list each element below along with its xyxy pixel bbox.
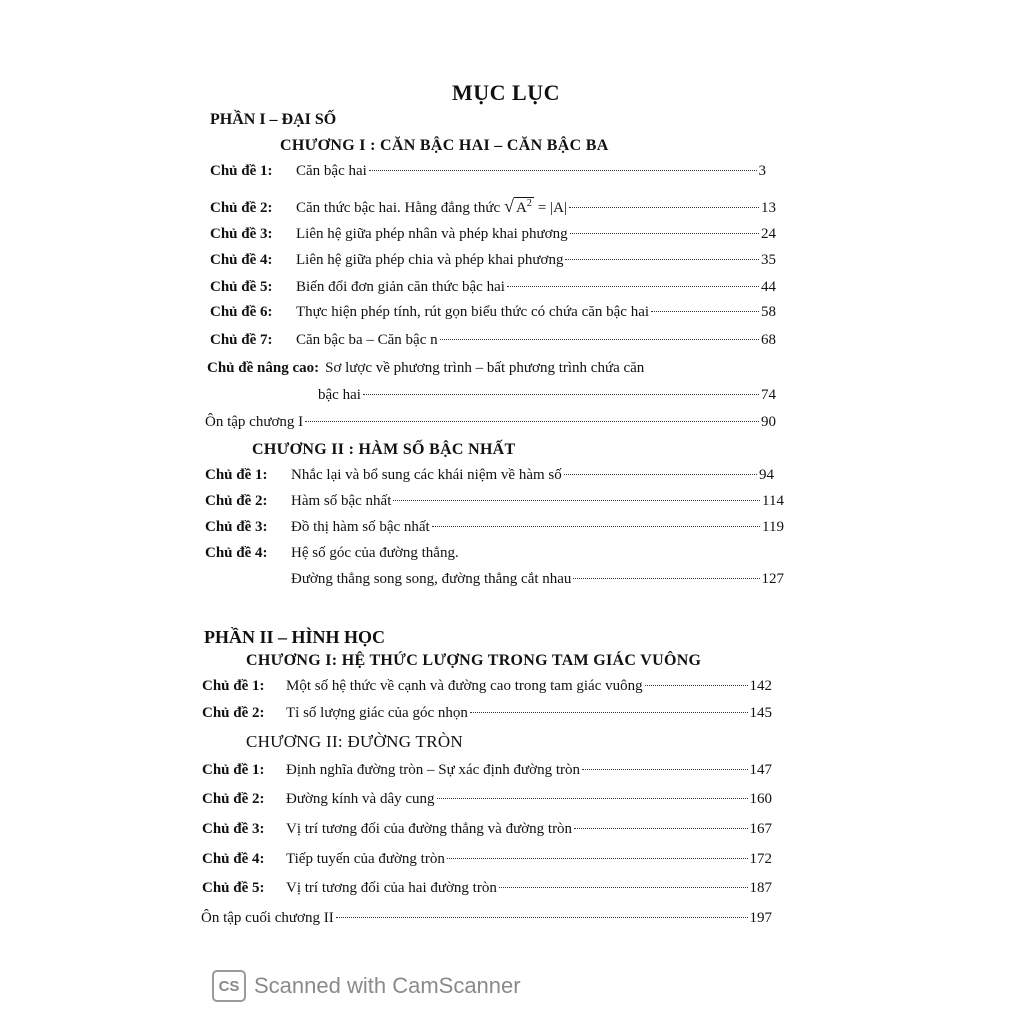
entry-label: Chủ đề 7:	[210, 332, 273, 348]
entry-page: 127	[761, 571, 784, 587]
toc-entry	[210, 304, 776, 326]
toc-entry	[202, 821, 772, 843]
leader-dots	[470, 712, 748, 713]
entry-title: Định nghĩa đường tròn – Sự xác định đường tròn	[286, 762, 580, 778]
entry-title: Căn bậc ba – Căn bậc n	[296, 332, 438, 348]
entry-title: Một số hệ thức về cạnh và đường cao trong tam giác vuông	[286, 678, 643, 694]
formula-power: 2	[526, 198, 532, 209]
watermark-text: Scanned with CamScanner	[254, 973, 521, 998]
toc-entry-continuation	[318, 387, 776, 409]
part2-chapter2-heading: CHƯƠNG II: ĐƯỜNG TRÒN	[246, 732, 463, 751]
entry-title: Vị trí tương đối của đường thẳng và đường tròn	[286, 821, 573, 837]
entry-label: Chủ đề 3:	[205, 519, 268, 535]
entry-label: Chủ đề 3:	[202, 821, 265, 837]
entry-page: 44	[761, 279, 776, 295]
leader-dots	[499, 887, 748, 888]
toc-entry	[210, 252, 776, 274]
toc-entry-advanced	[207, 360, 644, 382]
part1-chapter1-heading: CHƯƠNG I : CĂN BẬC HAI – CĂN BẬC BA	[280, 137, 609, 154]
sqrt-formula: √ $A^2$	[504, 196, 532, 216]
entry-label: Chủ đề 5:	[202, 880, 265, 896]
leader-dots	[569, 207, 759, 208]
entry-title: Sơ lược về phương trình – bất phương trình chứa căn	[325, 360, 645, 376]
leader-dots	[432, 526, 760, 527]
leader-dots	[573, 578, 759, 579]
toc-entry	[201, 910, 772, 932]
leader-dots	[369, 170, 757, 171]
entry-title: Ôn tập cuối chương II	[201, 910, 334, 926]
toc-entry	[202, 851, 772, 873]
toc-entry	[202, 791, 772, 813]
entry-page: 187	[749, 880, 772, 896]
entry-label: Chủ đề 1:	[202, 678, 265, 694]
entry-label: Chủ đề 1:	[210, 163, 273, 179]
camscanner-watermark	[212, 970, 521, 1002]
page-title: MỤC LỤC	[452, 80, 560, 105]
entry-title: Nhắc lại và bổ sung các khái niệm về hàm số	[291, 467, 562, 483]
entry-page: 3	[758, 163, 766, 179]
entry-page: 119	[762, 519, 784, 535]
entry-page: 167	[749, 821, 772, 837]
toc-entry	[205, 545, 459, 567]
entry-title: bậc hai	[318, 387, 361, 403]
toc-entry	[210, 197, 776, 219]
entry-title: Đường thẳng song song, đường thẳng cắt nhau	[291, 571, 572, 587]
entry-title: Biến đổi đơn giản căn thức bậc hai	[296, 279, 505, 295]
toc-entry	[205, 493, 784, 515]
toc-entry	[202, 678, 772, 700]
leader-dots	[393, 500, 760, 501]
entry-label: Chủ đề 4:	[210, 252, 273, 268]
entry-title: Tiếp tuyến của đường tròn	[286, 851, 445, 867]
entry-title: Liên hệ giữa phép nhân và phép khai phương	[296, 226, 568, 242]
leader-dots	[363, 394, 759, 395]
entry-label: Chủ đề 1:	[205, 467, 268, 483]
leader-dots	[645, 685, 748, 686]
leader-dots	[570, 233, 759, 234]
leader-dots	[305, 421, 759, 422]
leader-dots	[447, 858, 748, 859]
formula-rhs: = |A|	[537, 200, 567, 216]
entry-page: 197	[749, 910, 772, 926]
toc-entry	[205, 519, 784, 541]
entry-label: Chủ đề 1:	[202, 762, 265, 778]
formula-radicand: A	[516, 200, 527, 216]
entry-title: Thực hiện phép tính, rút gọn biểu thức có chứa căn bậc hai	[296, 304, 650, 320]
entry-page: 35	[761, 252, 776, 268]
leader-dots	[564, 474, 757, 475]
entry-label: Chủ đề 6:	[210, 304, 273, 320]
leader-dots	[651, 311, 759, 312]
entry-page: 68	[761, 332, 776, 348]
entry-label: Chủ đề 2:	[202, 705, 265, 721]
entry-label: Chủ đề 4:	[202, 851, 265, 867]
leader-dots	[565, 259, 759, 260]
entry-page: 160	[749, 791, 772, 807]
entry-page: 13	[761, 200, 776, 216]
leader-dots	[574, 828, 747, 829]
part1-heading: PHẦN I – ĐẠI SỐ	[210, 111, 337, 128]
entry-page: 172	[749, 851, 772, 867]
entry-title: Căn thức bậc hai. Hằng đẳng thức	[296, 200, 501, 216]
entry-title: Đồ thị hàm số bậc nhất	[291, 519, 430, 535]
entry-page: 142	[749, 678, 772, 694]
entry-title: Hệ số góc của đường thẳng.	[291, 545, 459, 561]
toc-entry-continuation	[291, 571, 784, 593]
entry-label: Chủ đề 2:	[210, 200, 273, 216]
entry-title: Đường kính và dây cung	[286, 791, 435, 807]
toc-entry	[210, 332, 776, 354]
toc-entry	[202, 762, 772, 784]
camscanner-logo-icon: CS	[212, 970, 246, 1002]
leader-dots	[582, 769, 748, 770]
entry-page: 24	[761, 226, 776, 242]
entry-title: Hàm số bậc nhất	[291, 493, 392, 509]
toc-entry	[202, 880, 772, 902]
leader-dots	[440, 339, 759, 340]
leader-dots	[437, 798, 748, 799]
entry-label: Chủ đề 4:	[205, 545, 268, 561]
entry-page: 58	[761, 304, 776, 320]
entry-page: 90	[761, 414, 776, 430]
entry-title: Tỉ số lượng giác của góc nhọn	[286, 705, 468, 721]
leader-dots	[507, 286, 759, 287]
part1-chapter2-heading: CHƯƠNG II : HÀM SỐ BẬC NHẤT	[252, 441, 516, 458]
toc-entry	[210, 279, 776, 301]
toc-entry	[205, 467, 774, 489]
entry-label: Chủ đề 2:	[202, 791, 265, 807]
entry-page: 147	[749, 762, 772, 778]
entry-label: Chủ đề 5:	[210, 279, 273, 295]
entry-title: Liên hệ giữa phép chia và phép khai phương	[296, 252, 564, 268]
entry-label: Chủ đề 3:	[210, 226, 273, 242]
toc-entry	[202, 705, 772, 727]
entry-page: 114	[762, 493, 784, 509]
entry-page: 145	[749, 705, 772, 721]
entry-label: Chủ đề 2:	[205, 493, 268, 509]
leader-dots	[336, 917, 748, 918]
entry-title: Vị trí tương đối của hai đường tròn	[286, 880, 497, 896]
entry-page: 94	[759, 467, 774, 483]
part2-heading: PHẦN II – HÌNH HỌC	[204, 627, 386, 647]
entry-label: Chủ đề nâng cao:	[207, 360, 320, 376]
entry-page: 74	[761, 387, 776, 403]
entry-title: Ôn tập chương I	[205, 414, 304, 430]
entry-title: Căn bậc hai	[296, 163, 367, 179]
toc-entry	[210, 226, 776, 248]
toc-entry	[205, 414, 776, 436]
part2-chapter1-heading: CHƯƠNG I: HỆ THỨC LƯỢNG TRONG TAM GIÁC VUÔNG	[246, 652, 702, 669]
toc-entry	[210, 163, 766, 185]
